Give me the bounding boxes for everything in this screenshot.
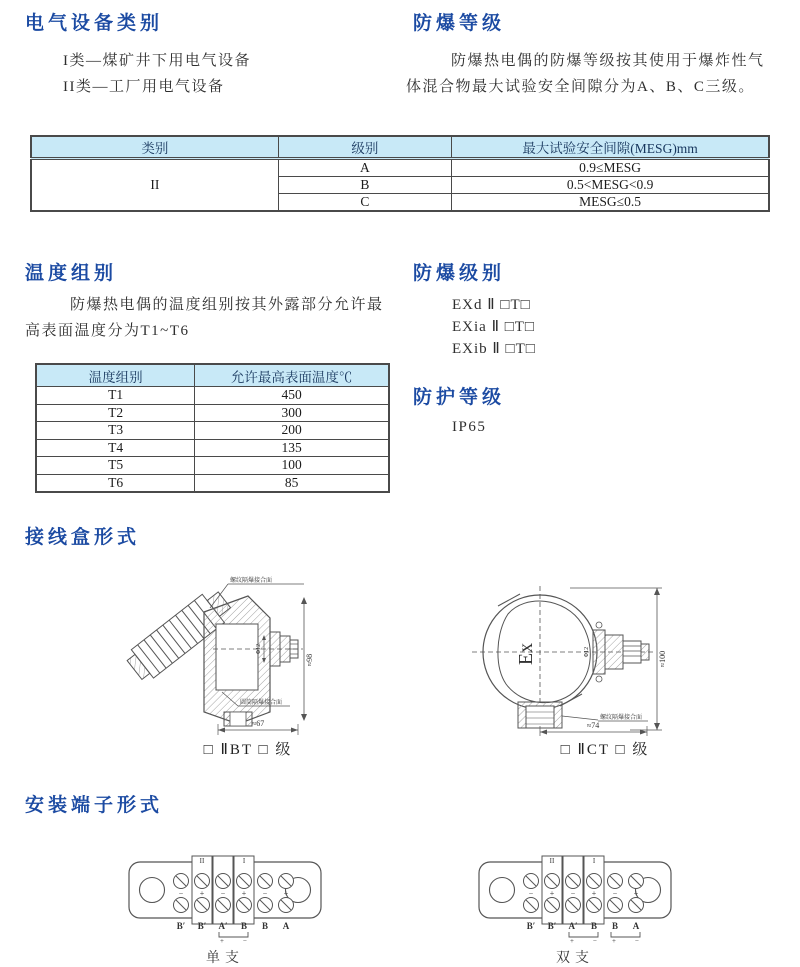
svg-text:A: A [632,921,640,931]
temp-cell-group: T3 [36,422,195,440]
svg-text:+: + [283,889,289,898]
temp-cell-group: T5 [36,457,195,475]
svg-text:B: B [261,921,269,931]
nipple-thread [623,641,641,663]
temperature-table [35,363,390,493]
height-dim-label: ≈98 [305,653,314,667]
section-title-protection-grade: 防护等级 [413,387,506,408]
svg-text:+: + [591,889,597,898]
mesg-cell-value: 0.5<MESG<0.9 [452,177,769,194]
bolt [596,676,602,682]
nipple-end [641,644,649,660]
junction-box-drawing-round [450,572,760,737]
terminal-block-single [125,852,325,967]
mesg-cell-category: II [31,159,278,212]
equipment-class-2: II类—工厂用电气设备 [63,79,225,95]
temp-cell-value: 100 [195,457,389,475]
svg-text:−: − [220,889,226,898]
circuit-label: I [592,857,596,865]
svg-text:A′: A′ [218,921,228,931]
mesg-cell-grade: B [278,177,451,194]
terminal-drawing-single [125,852,325,944]
svg-text:−: − [262,889,268,898]
svg-text:B: B [240,921,248,931]
mesg-header-category: 类别 [31,136,278,159]
temp-cell-value: 135 [195,439,389,457]
height-dim-label: ≈100 [658,650,667,668]
terminal-block-double [475,852,675,967]
terminal-double-caption: 双支 [556,951,594,966]
ex-marking: Ex [515,642,537,666]
section-title-explosion-grade: 防爆等级 [413,13,506,34]
bracket-plus: + [612,937,616,944]
label-threaded-joint: 螺纹隔爆接合面 [230,578,273,584]
svg-text:+: + [633,889,639,898]
temp-cell-value: 300 [195,404,389,422]
svg-text:−: − [178,889,184,898]
junction-box-right-caption: □ ⅡCT □ 级 [560,742,650,758]
bolt [596,622,602,628]
temperature-group-paragraph: 防爆热电偶的温度组别按其外露部分允许最高表面温度分为T1~T6 [25,297,384,339]
svg-text:B: B [611,921,619,931]
mounting-hole [140,878,165,903]
svg-text:B′: B′ [526,921,536,931]
circuit-label: II [199,857,205,865]
section-title-equipment-category: 电气设备类别 [25,13,164,34]
svg-text:+: + [549,889,555,898]
width-dim-label: ≈74 [586,721,600,730]
mounting-hole [490,878,515,903]
explosion-class-item: EXd Ⅱ □T□ [452,297,531,313]
temp-cell-group: T2 [36,404,195,422]
width-dim-label: ≈67 [251,719,265,728]
table-row [36,474,389,492]
svg-text:−: − [612,889,618,898]
explosion-class-item: EXia Ⅱ □T□ [452,319,535,335]
mesg-cell-value: 0.9≤MESG [452,159,769,177]
table-row [31,159,769,177]
temp-header-max: 允许最高表面温度℃ [195,364,389,387]
terminal-drawing-double [475,852,675,944]
terminal-single-caption: 单支 [206,951,244,966]
table-row [36,422,389,440]
mesg-table [30,135,770,212]
circuit-label: II [549,857,555,865]
temp-cell-value: 85 [195,474,389,492]
bottom-tube-bore [230,712,246,726]
temp-cell-group: T4 [36,439,195,457]
label-threaded-joint: 螺纹隔爆接合面 [600,715,643,721]
bracket-minus: − [593,937,597,944]
svg-text:+: + [199,889,205,898]
bushing-bore [526,706,554,728]
table-row [36,457,389,475]
bracket-plus: + [570,937,574,944]
table-header-row [36,364,389,387]
mesg-cell-grade: A [278,159,451,177]
explosion-class-item: EXib Ⅱ □T□ [452,341,536,357]
temp-cell-value: 450 [195,387,389,405]
temp-cell-group: T1 [36,387,195,405]
table-header-row [31,136,769,159]
table-row [36,387,389,405]
mesg-cell-grade: C [278,194,451,212]
junction-box-right [450,572,760,759]
bracket-minus: − [635,937,639,944]
svg-text:A: A [282,921,290,931]
svg-text:B′: B′ [547,921,557,931]
svg-text:A′: A′ [568,921,578,931]
temp-header-group: 温度组别 [36,364,195,387]
head-cavity [216,624,258,690]
section-title-temperature-group: 温度组别 [25,263,118,284]
label-cylindrical-joint: 圆筒隔爆接合面 [240,700,283,706]
table-row [36,439,389,457]
svg-text:B′: B′ [176,921,186,931]
circuit-label: I [242,857,246,865]
nipple-flange [593,630,605,674]
mesg-header-gap: 最大试验安全间隙(MESG)mm [452,136,769,159]
phi-dim-label: Φ12 [584,646,590,658]
svg-text:+: + [241,889,247,898]
section-title-terminal-form: 安装端子形式 [25,795,164,816]
equipment-category-lines [63,48,251,100]
explosion-grade-paragraph: 防爆热电偶的防爆等级按其使用于爆炸性气体混合物最大试验安全间隙分为A、B、C三级。 [406,53,765,95]
temp-cell-value: 200 [195,422,389,440]
junction-box-drawing-angled [118,572,378,737]
svg-text:B: B [590,921,598,931]
section-title-junction-box: 接线盒形式 [25,527,141,548]
junction-box-left [118,572,378,759]
section-title-explosion-class: 防爆级别 [413,263,506,284]
phi-dim-label: Φ12 [256,643,262,655]
equipment-class-1: I类—煤矿井下用电气设备 [63,53,251,69]
nipple-body [605,635,623,669]
explosion-class-list [452,294,536,360]
svg-text:−: − [570,889,576,898]
junction-box-left-caption: □ ⅡBT □ 级 [203,742,293,758]
mesg-header-grade: 级别 [278,136,451,159]
table-row [36,404,389,422]
svg-text:−: − [528,889,534,898]
svg-text:B′: B′ [197,921,207,931]
protection-grade-value: IP65 [452,419,487,435]
bracket-minus: − [243,937,247,944]
mesg-cell-value: MESG≤0.5 [452,194,769,212]
temp-cell-group: T6 [36,474,195,492]
bracket-plus: + [220,937,224,944]
